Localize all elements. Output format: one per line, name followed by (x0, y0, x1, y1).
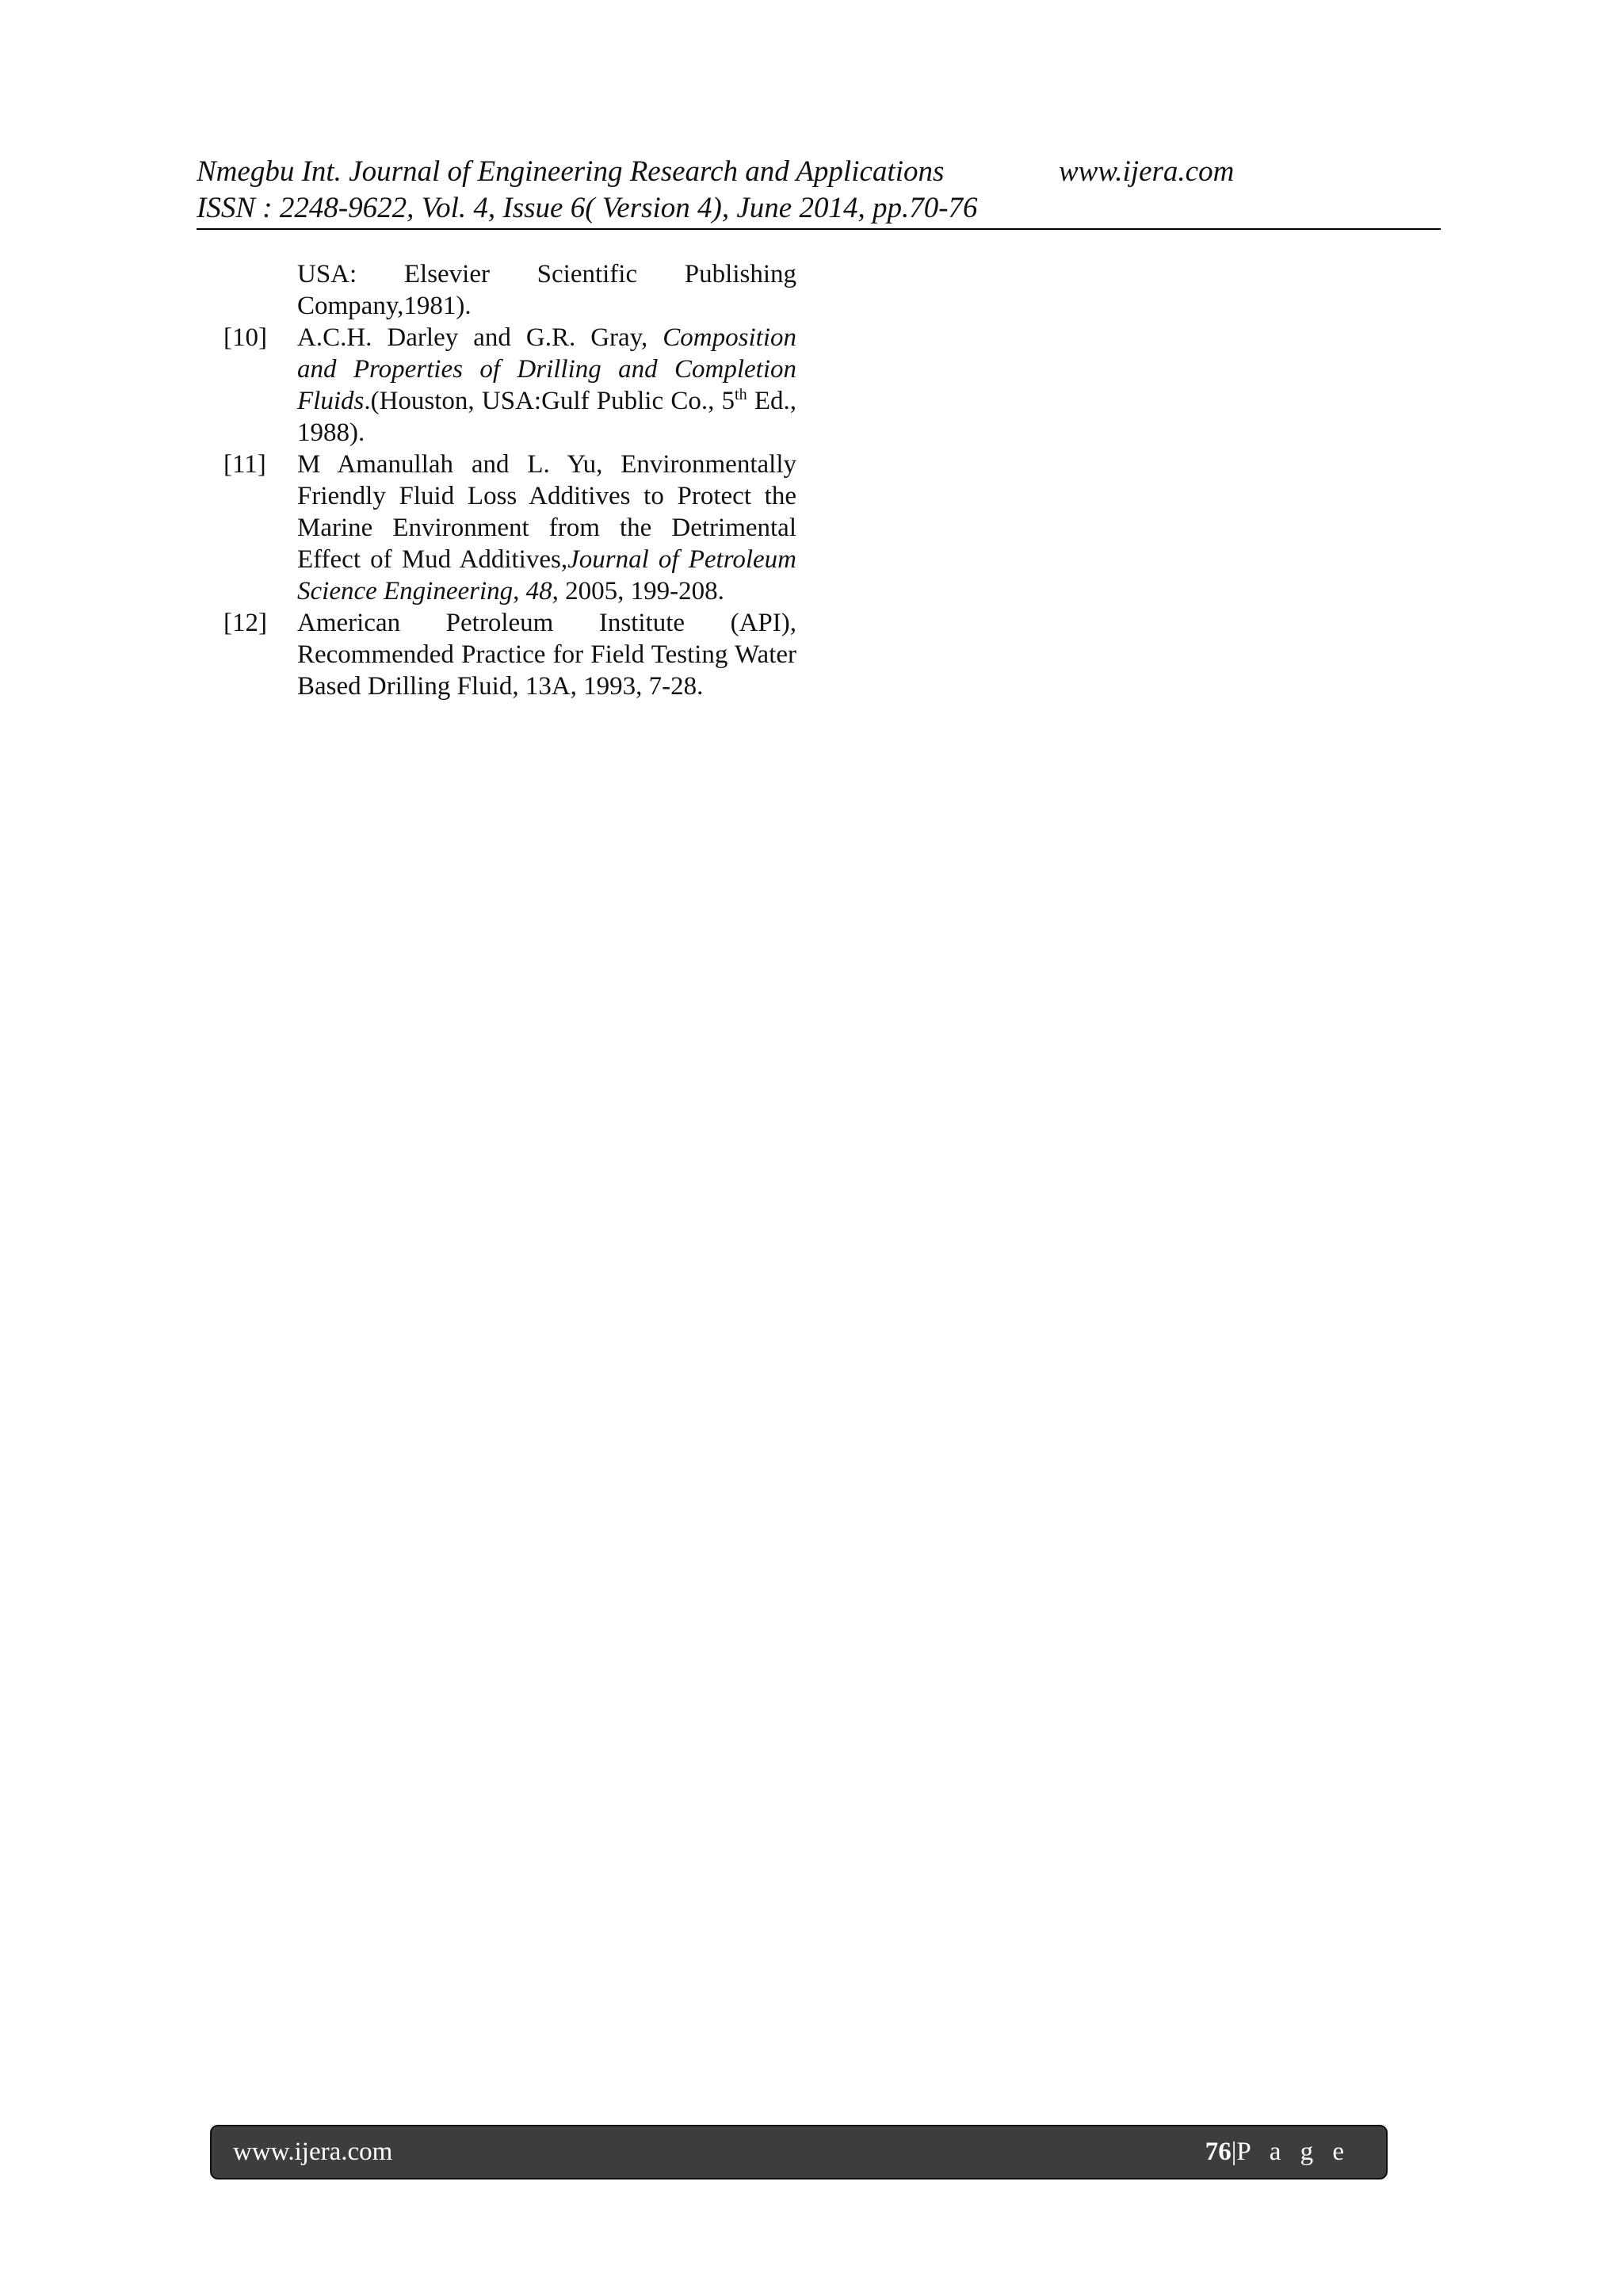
reference-body (297, 449, 796, 607)
reference-continuation-text: USA: Elsevier Scientific Publishing Company,1981). (297, 260, 796, 320)
page-number: 76 (1205, 2137, 1232, 2166)
header-issn-line: ISSN : 2248-9622, Vol. 4, Issue 6( Version 4), June 2014, pp.70-76 (197, 192, 978, 224)
reference-edition: Ed., 1988). (297, 387, 796, 447)
reference-number: [12] (223, 609, 267, 637)
header-journal-title: Nmegbu Int. Journal of Engineering Research and Applications (197, 155, 945, 188)
reference-number: [11] (223, 450, 266, 479)
reference-superscript: th (735, 386, 747, 403)
reference-number-empty (223, 258, 297, 322)
reference-continuation (223, 258, 796, 322)
reference-number: [10] (223, 323, 267, 352)
reference-authors: A.C.H. Darley and G.R. Gray, (297, 323, 663, 352)
page-word: P a g e (1236, 2137, 1350, 2166)
reference-publisher: .(Houston, USA:Gulf Public Co., 5 (364, 387, 735, 415)
reference-body: American Petroleum Institute (API), Recommended Practice for Field Testing Water Based Drilling Fluid, 13A, 1993, 7-28. (297, 609, 796, 701)
reference-volume: 48 (525, 577, 552, 606)
reference-pages: , 2005, 199-208. (552, 577, 724, 606)
page-footer (210, 2125, 1388, 2179)
reference-journal: Journal of Petroleum Science Engineering (297, 545, 796, 606)
footer-website: www.ijera.com (233, 2137, 393, 2166)
reference-title: Composition and Properties of Drilling and Completion Fluids (297, 323, 796, 415)
footer-page-label (1205, 2137, 1350, 2167)
reference-body (297, 322, 796, 449)
reference-11 (223, 449, 796, 607)
reference-10 (223, 322, 796, 449)
reference-list (223, 258, 796, 702)
running-header (197, 154, 1441, 227)
header-divider (197, 228, 1441, 230)
page-separator: | (1231, 2137, 1237, 2166)
reference-separator: , (513, 577, 526, 606)
reference-12 (223, 607, 796, 702)
reference-text: M Amanullah and L. Yu, Environmentally Friendly Fluid Loss Additives to Protect the Marine Environment from the Detrimental Effect of Mud Additives, (297, 450, 796, 574)
header-website: www.ijera.com (1059, 155, 1235, 188)
